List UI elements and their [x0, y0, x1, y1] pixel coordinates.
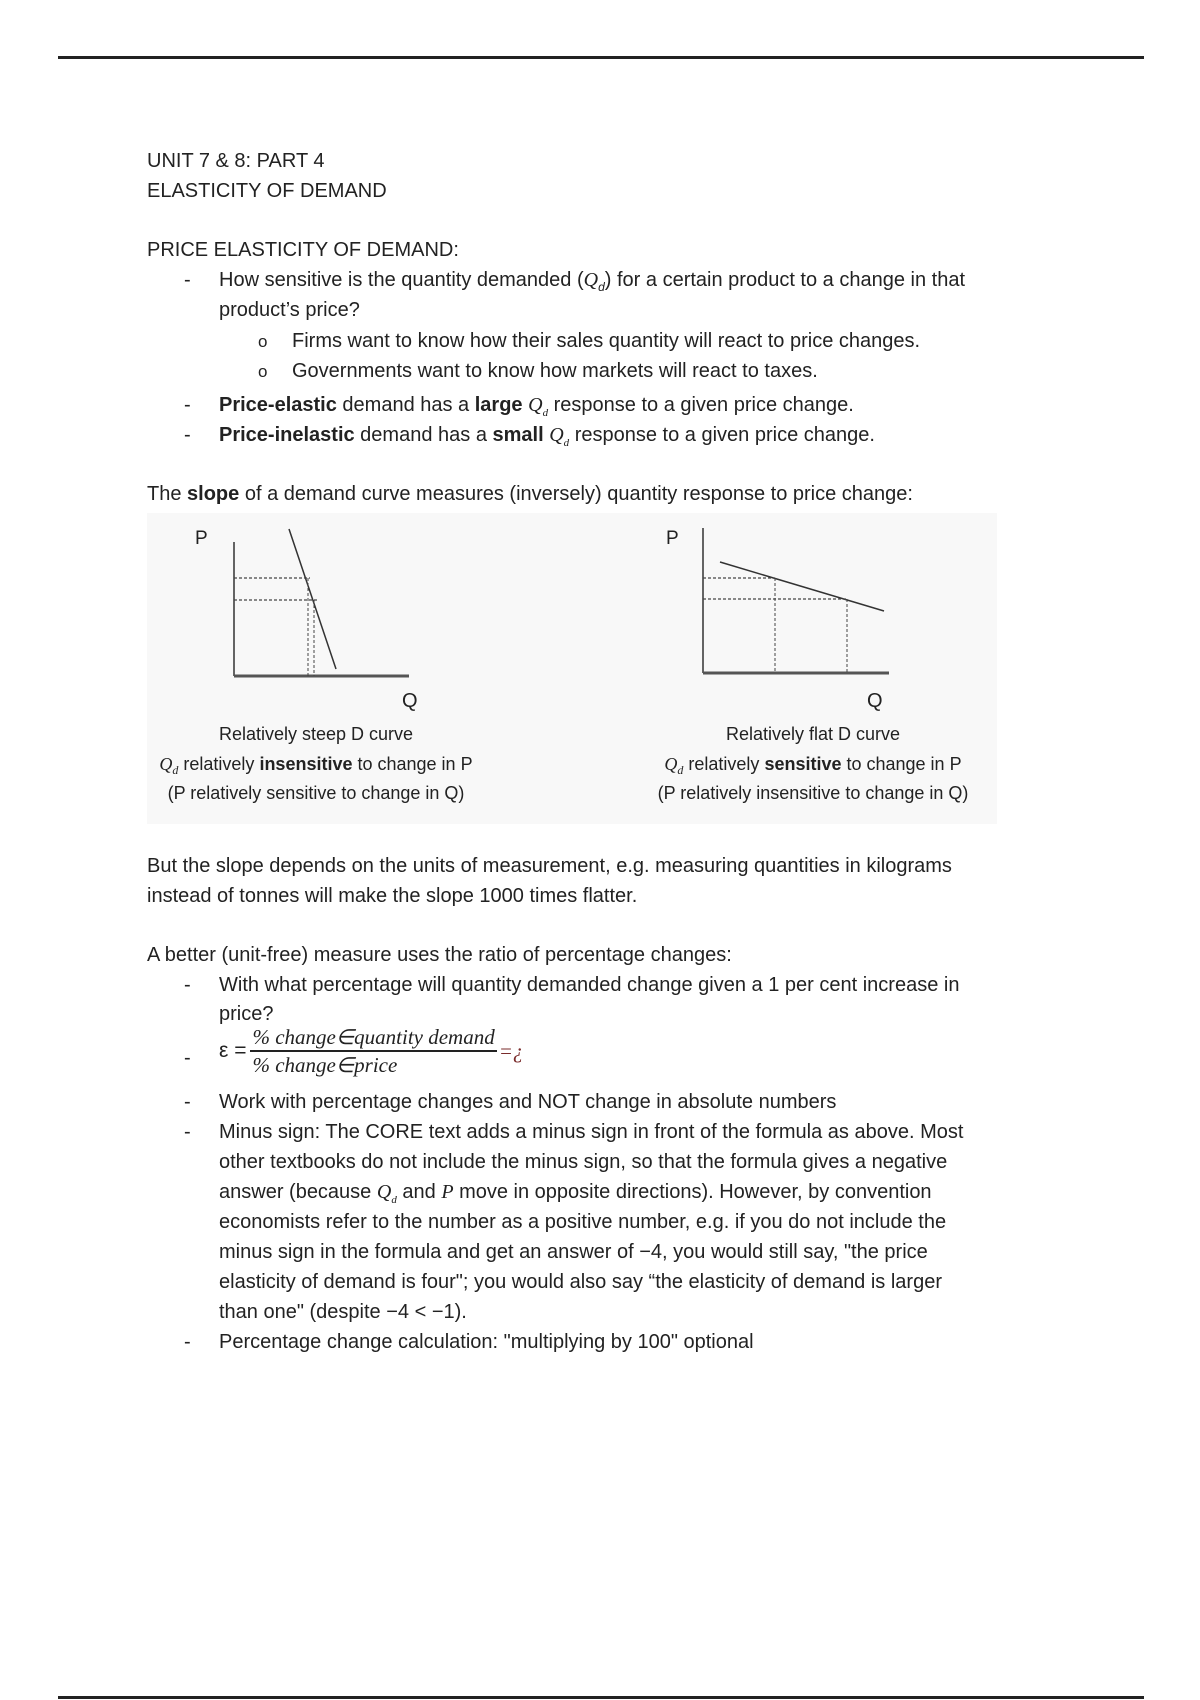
topic-title: ELASTICITY OF DEMAND [147, 180, 387, 202]
bullet-text-cont: than one" (despite −4 < −1). [219, 1301, 467, 1323]
caption-title: Relatively flat D curve [725, 724, 901, 744]
epsilon-symbol: ε = [219, 1039, 247, 1062]
bullet-text-cont: minus sign in the formula and get an answer of −4, you would still say, "the price [219, 1241, 928, 1263]
caption-inverse: (P relatively sensitive to change in Q) [167, 783, 465, 803]
bullet-dash: - [184, 394, 191, 416]
formula-denominator: % change∈price [252, 1053, 398, 1077]
formula-error-glyph: =¿ [498, 1038, 524, 1063]
sub-bullet-text: Firms want to know how their sales quantity will react to price changes. [292, 330, 921, 352]
bullet-dash: - [184, 1047, 191, 1069]
bullet-text-cont: elasticity of demand is four"; you would also say “the elasticity of demand is larger [219, 1271, 942, 1293]
bullet-dash: - [184, 1121, 191, 1143]
bullet-text: How sensitive is the quantity demanded $(Q_d)$ for a certain product to a change in that [219, 269, 965, 294]
bullet-circle: o [258, 362, 268, 381]
bullet-dash: - [184, 1091, 191, 1113]
bullet-text-cont: answer (because $Q_d$ and P move in opposite directions). However, by convention [219, 1181, 932, 1206]
sub-bullet-text: Governments want to know how markets will react to taxes. [292, 360, 818, 382]
units-text: But the slope depends on the units of measurement, e.g. measuring quantities in kilograms [147, 855, 952, 877]
units-text-cont: instead of tonnes will make the slope 1000 times flatter. [147, 885, 638, 907]
slope-text: The slope of a demand curve measures (inversely) quantity response to price change: [147, 483, 913, 505]
bullet-text: Price-inelastic demand has a small $Q_d$ response to a given price change. [219, 424, 875, 449]
flat-demand-diagram [658, 528, 969, 803]
price-axis-label: P [666, 528, 679, 549]
bullet-dash: - [184, 424, 191, 446]
header-rule [58, 56, 1144, 59]
section-heading: PRICE ELASTICITY OF DEMAND: [147, 239, 459, 261]
caption-sensitivity: $Q_d$ relatively sensitive to change in P [664, 754, 962, 777]
caption-title: Relatively steep D curve [218, 724, 414, 744]
caption-inverse: (P relatively insensitive to change in Q) [657, 783, 969, 803]
steep-demand-diagram [159, 528, 472, 803]
bullet-text: Minus sign: The CORE text adds a minus sign in front of the formula as above. Most [219, 1121, 964, 1143]
bullet-text-cont: economists refer to the number as a positive number, e.g. if you do not include the [219, 1211, 947, 1233]
unit-title: UNIT 7 & 8: PART 4 [147, 150, 325, 172]
bullet-text: Percentage change calculation: "multiplying by 100" optional [219, 1331, 754, 1353]
elasticity-formula [219, 1024, 523, 1078]
demand-curves-figure [147, 513, 997, 824]
flat-demand-curve [720, 562, 884, 611]
quantity-axis-label: Q [867, 690, 883, 712]
formula-numerator: % change∈quantity demand [250, 1024, 496, 1052]
bullet-circle: o [258, 332, 268, 351]
footer-rule [58, 1696, 1144, 1699]
bullet-text-cont: price? [219, 1003, 274, 1025]
bullet-text-cont: other textbooks do not include the minus sign, so that the formula gives a negative [219, 1151, 948, 1173]
bullet-dash: - [184, 1331, 191, 1353]
price-axis-label: P [195, 528, 208, 549]
bullet-text: Price-elastic demand has a large $Q_d$ response to a given price change. [219, 394, 854, 419]
bullet-text-cont: product’s price? [219, 299, 360, 321]
bullet-text: With what percentage will quantity demanded change given a 1 per cent increase in [219, 974, 960, 996]
bullet-text: Work with percentage changes and NOT change in absolute numbers [219, 1091, 837, 1113]
caption-sensitivity: $Q_d$ relatively insensitive to change in P [159, 754, 473, 777]
steep-demand-curve [289, 529, 336, 669]
better-measure-heading: A better (unit-free) measure uses the ratio of percentage changes: [147, 944, 732, 966]
bullet-dash: - [184, 269, 191, 291]
quantity-axis-label: Q [402, 690, 418, 712]
bullet-dash: - [184, 974, 191, 996]
